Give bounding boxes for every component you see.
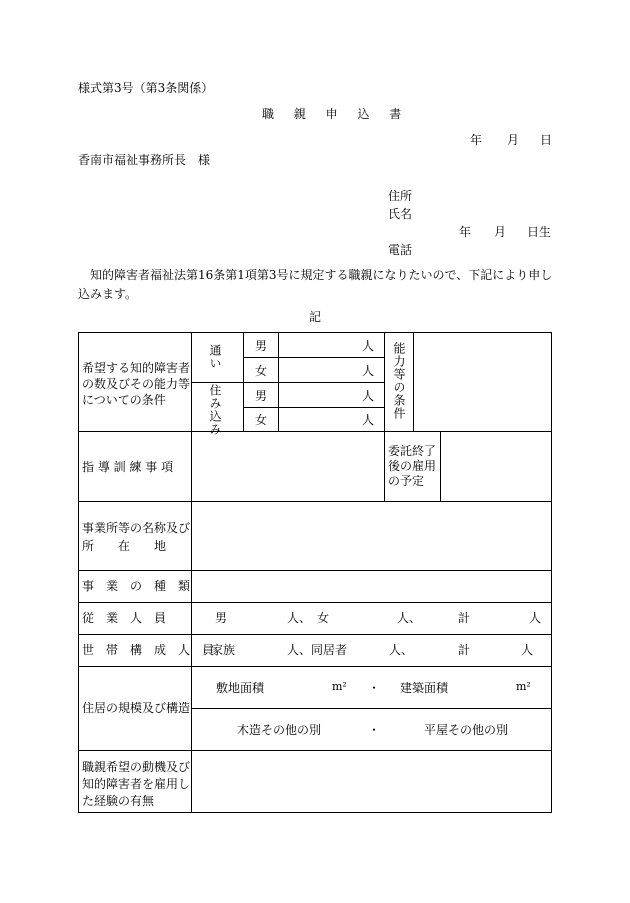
- employees-person3: 人: [529, 611, 542, 625]
- household-person1: 人、同居者: [287, 643, 348, 657]
- intro-paragraph: 知的障害者福祉法第16条第1項第3号に規定する職親になりたいので、下記により申し込みます。: [78, 268, 553, 301]
- commute-label: 通い: [208, 344, 222, 370]
- commute-male-label: 男: [255, 339, 268, 353]
- employees-female: 女: [317, 611, 330, 625]
- land-area-unit: m²: [332, 680, 347, 693]
- training-label: 指 導 訓 練 事 項: [82, 460, 174, 474]
- household-person3: 人: [521, 643, 534, 657]
- household-person2: 人、: [389, 643, 414, 657]
- household-total: 計: [458, 643, 471, 657]
- page-title: 職 親 申 込 書: [262, 107, 410, 121]
- household-family: 家族: [211, 643, 236, 657]
- livein-female-label: 女: [255, 413, 268, 427]
- birth-year: 年: [459, 225, 472, 239]
- birth-month: 月: [494, 225, 507, 239]
- address-label: 住所: [388, 189, 413, 203]
- form-number: 様式第3号（第3条関係）: [78, 81, 214, 95]
- separator-dot-1: ・: [368, 681, 381, 695]
- household-label: 世 帯 構 成 人 員: [82, 643, 215, 657]
- employees-label: 従 業 人 員: [82, 611, 167, 625]
- date-day: 日: [540, 133, 553, 147]
- wood-structure-label: 木造その他の別: [237, 723, 322, 737]
- livein-male-unit: 人: [362, 389, 375, 403]
- livein-female-unit: 人: [362, 413, 375, 427]
- motive-label: 職親希望の動機及び知的障害者を雇用した経験の有無: [82, 760, 191, 808]
- business-type-label: 事 業 の 種 類: [82, 579, 191, 593]
- building-area-unit: m²: [516, 680, 531, 693]
- ki-label: 記: [309, 310, 322, 324]
- flat-structure-label: 平屋その他の別: [424, 723, 509, 737]
- separator-dot-2: ・: [368, 723, 381, 737]
- employees-person1: 人、: [287, 611, 312, 625]
- employees-person2: 人、: [397, 611, 422, 625]
- land-area-label: 敷地面積: [216, 681, 265, 695]
- birth-day: 日生: [527, 225, 552, 239]
- commute-female-label: 女: [255, 364, 268, 378]
- phone-label: 電話: [388, 243, 413, 257]
- employees-total: 計: [458, 611, 471, 625]
- name-label: 氏名: [388, 207, 413, 221]
- residence-label: 住居の規模及び構造: [82, 701, 191, 715]
- ability-conditions-label: 能力等の条件: [392, 342, 406, 420]
- date-month: 月: [507, 133, 520, 147]
- addressee: 香南市福祉事務所長 様: [78, 153, 211, 167]
- commute-female-unit: 人: [362, 364, 375, 378]
- desired-conditions-label: 希望する知的障害者の数及びその能力等についての条件: [82, 361, 191, 407]
- employees-male: 男: [215, 611, 228, 625]
- business-name-label: 事業所等の名称及び所 在 地: [82, 521, 191, 553]
- livein-male-label: 男: [255, 389, 268, 403]
- building-area-label: 建築面積: [400, 681, 449, 695]
- date-year: 年: [470, 133, 483, 147]
- livein-label: 住み込み: [208, 384, 222, 436]
- commute-male-unit: 人: [362, 339, 375, 353]
- post-contract-employment-label: 委託終了後の雇用の予定: [388, 444, 437, 488]
